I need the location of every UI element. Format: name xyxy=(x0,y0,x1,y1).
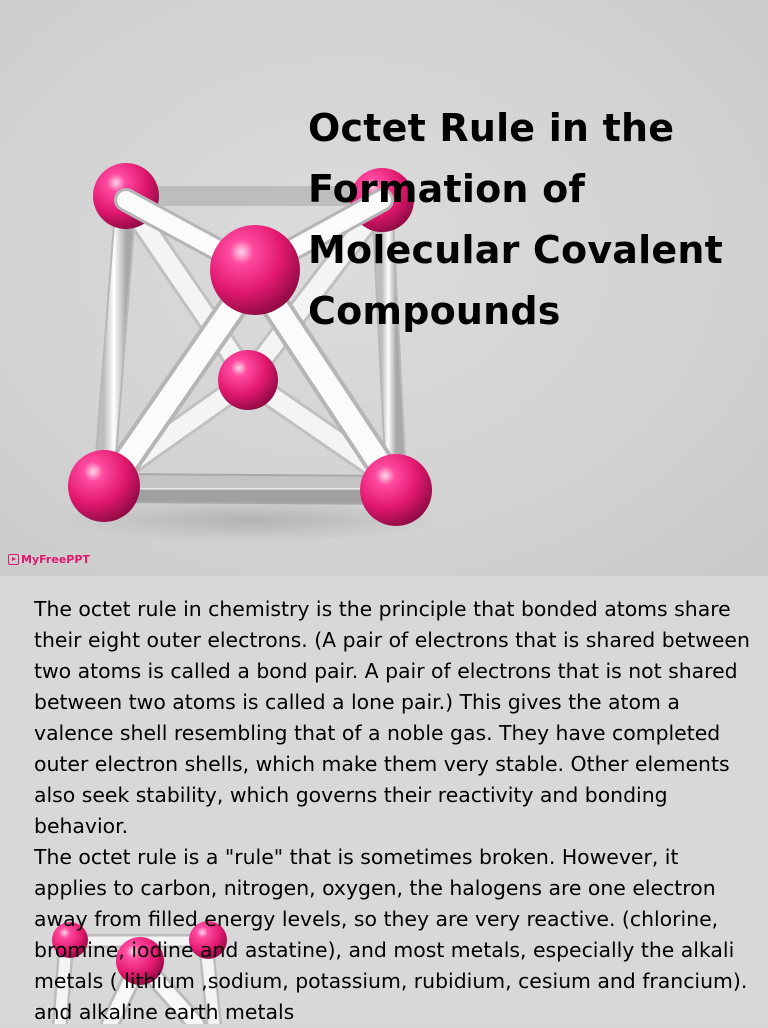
atom-front-left xyxy=(68,450,140,522)
atom-front-right xyxy=(360,454,432,526)
body-paragraph-1: The octet rule in chemistry is the principle that bonded atoms share their eight outer electrons. (A pair of electrons that is shared between two atoms is called a bond pair. A pair of electrons that is not shared between two atoms is called a lone pair.) This gives the atom a valence shell resembling that of a noble gas. They have completed outer electron shells, which make them very stable. Other elements also seek stability, which governs their reactivity and bonding behavior. xyxy=(34,597,750,838)
slide-body xyxy=(34,594,754,1028)
watermark-text: MyFreePPT xyxy=(21,553,90,566)
atom-center xyxy=(218,350,278,410)
play-logo-icon xyxy=(8,554,19,565)
atom-top xyxy=(210,225,300,315)
body-paragraph-2: The octet rule is a "rule" that is sometimes broken. However, it applies to carbon, nitrogen, oxygen, the halogens are one electron away from filled energy levels, so they are very reactive. (chlorine, bromine, iodine and astatine), and most metals, especially the alkali metals ( lithium ,sodium, potassium, rubidium, cesium and francium). and alkaline earth metals xyxy=(34,845,748,1024)
slide-title: Octet Rule in the Formation of Molecular Covalent Compounds xyxy=(308,106,723,333)
watermark xyxy=(8,553,90,566)
